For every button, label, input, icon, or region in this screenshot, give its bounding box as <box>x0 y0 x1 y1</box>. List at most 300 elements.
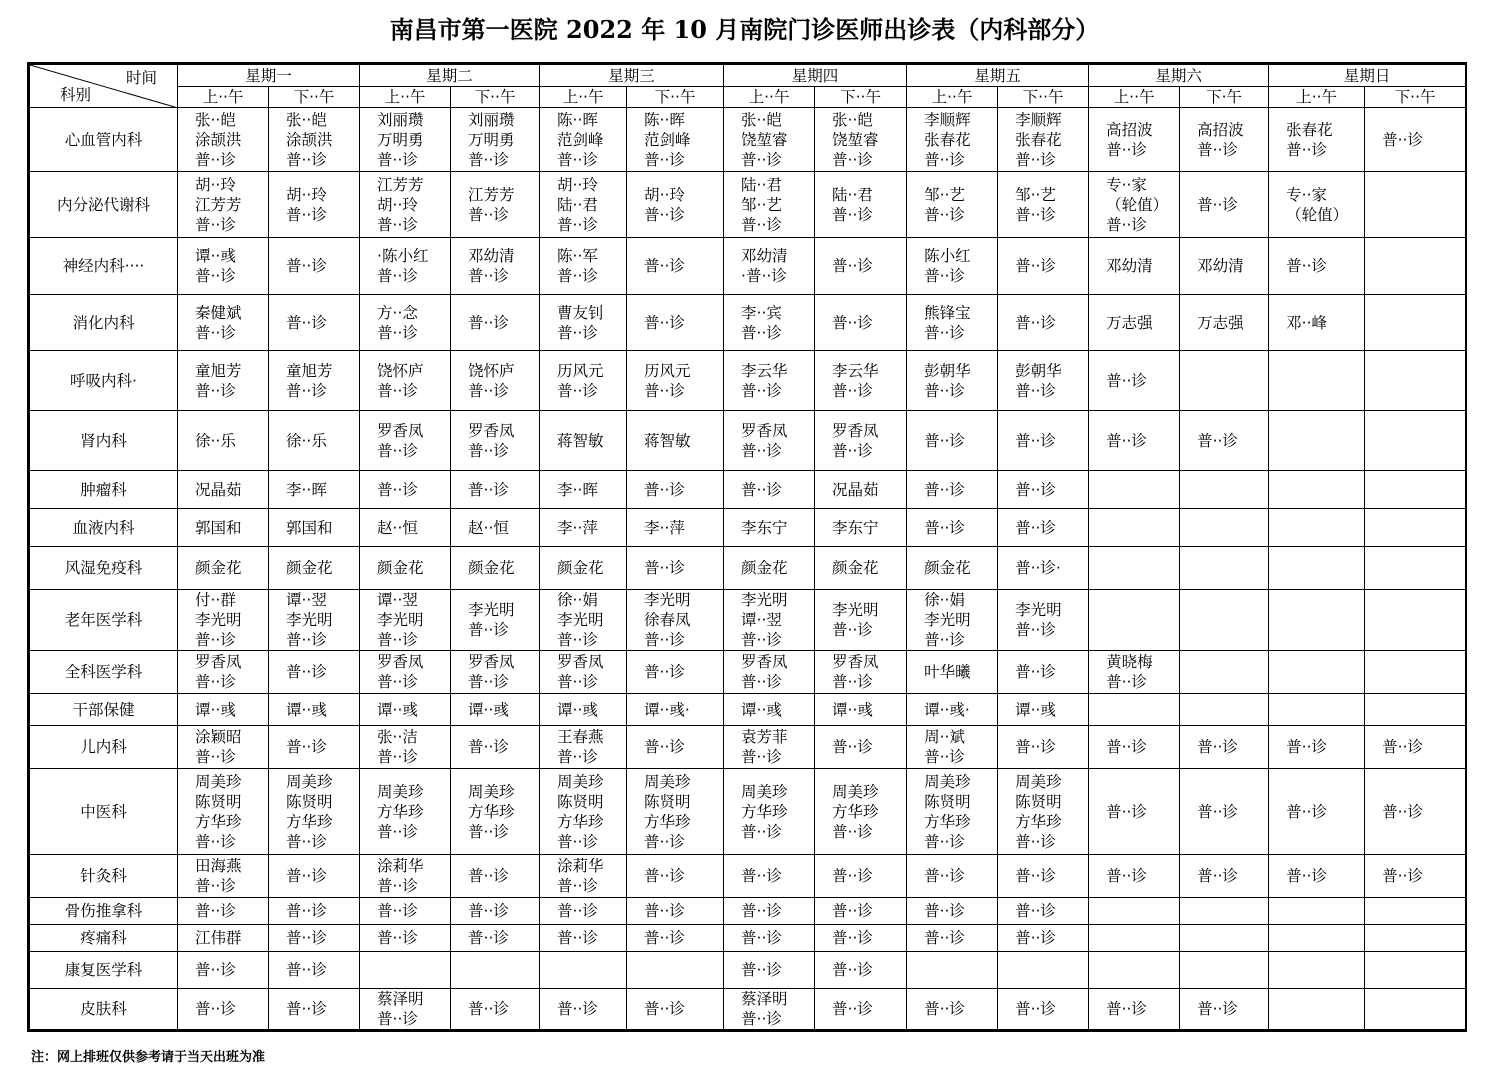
doctor-entry: 周··斌 <box>924 728 965 746</box>
doctor-entry: 谭··彧 <box>832 700 873 719</box>
time-label: 时间 <box>125 69 157 87</box>
schedule-cell <box>724 694 815 726</box>
doctor-entry: 李··晖 <box>286 480 327 499</box>
schedule-cell <box>724 989 815 1030</box>
doctor-entry: 陆··君 <box>741 175 782 194</box>
doctor-entry: 陈··军 <box>557 247 598 265</box>
doctor-entry: 普··诊 <box>377 877 418 895</box>
doctor-entry: 张··皑 <box>832 110 873 129</box>
doctor-entry: 徐··娟 <box>924 591 965 609</box>
doctor-entry: 普··诊 <box>195 877 236 895</box>
schedule-cell <box>451 855 540 898</box>
doctor-entry: 赵··恒 <box>468 518 509 537</box>
schedule-cell <box>540 989 627 1030</box>
schedule-cell <box>1180 898 1269 925</box>
table-row <box>30 952 1466 989</box>
table-row <box>30 295 1466 351</box>
table-row <box>30 509 1466 547</box>
schedule-cell <box>998 411 1089 471</box>
dept-name: 骨伤推拿科 <box>30 898 178 925</box>
schedule-cell <box>815 509 907 547</box>
schedule-cell <box>451 108 540 172</box>
doctor-entry: 普··诊 <box>1015 832 1056 851</box>
schedule-cell <box>907 411 998 471</box>
doctor-entry: 普··诊 <box>924 902 965 920</box>
doctor-entry: 邹··艺 <box>1015 185 1056 204</box>
dept-name: 肿瘤科 <box>30 471 178 509</box>
doctor-entry: 普··诊 <box>468 673 509 691</box>
schedule-cell <box>269 769 360 855</box>
schedule-cell <box>451 726 540 769</box>
schedule-cell <box>178 108 269 172</box>
schedule-cell <box>178 694 269 726</box>
doctor-entry: 普··诊 <box>1015 205 1056 224</box>
doctor-entry: 普··诊 <box>1197 195 1238 214</box>
doctor-entry: 普··诊 <box>557 929 598 947</box>
doctor-entry: 普··诊 <box>1197 431 1238 450</box>
doctor-entry: 李东宁 <box>741 518 788 537</box>
schedule-cell <box>1180 769 1269 855</box>
doctor-entry: 刘丽瓒 <box>377 110 424 129</box>
doctor-entry: 普··诊 <box>468 267 509 285</box>
schedule-cell <box>627 989 724 1030</box>
schedule-cell <box>178 590 269 651</box>
schedule-cell <box>1180 855 1269 898</box>
doctor-entry: 普··诊 <box>1015 663 1056 681</box>
half-day-header: 上··午 <box>178 87 269 108</box>
doctor-entry: 普··诊 <box>924 480 965 499</box>
schedule-cell <box>1365 590 1466 651</box>
doctor-entry: 付··群 <box>195 591 236 609</box>
schedule-cell <box>269 108 360 172</box>
schedule-cell <box>1089 238 1180 295</box>
schedule-cell <box>269 925 360 952</box>
schedule-cell <box>178 989 269 1030</box>
doctor-entry: 普··诊 <box>1015 518 1056 537</box>
schedule-cell <box>724 769 815 855</box>
doctor-entry: 普··诊 <box>468 738 509 756</box>
schedule-cell <box>1180 295 1269 351</box>
schedule-cell <box>627 411 724 471</box>
doctor-entry: 普··诊 <box>741 1010 782 1028</box>
schedule-cell <box>1180 238 1269 295</box>
doctor-entry: 普··诊 <box>1197 140 1238 159</box>
schedule-cell <box>1089 411 1180 471</box>
schedule-cell <box>907 726 998 769</box>
schedule-cell <box>451 989 540 1030</box>
doctor-entry: 普··诊 <box>1286 140 1327 159</box>
doctor-entry: 李··宾 <box>741 303 782 322</box>
doctor-entry: 田海燕 <box>195 857 242 875</box>
doctor-entry: 普··诊 <box>924 867 965 885</box>
doctor-entry: 罗香凤 <box>832 421 879 440</box>
doctor-entry: 李顺辉 <box>924 110 971 129</box>
doctor-entry: 普··诊 <box>557 215 598 234</box>
doctor-entry: 罗香凤 <box>195 653 242 671</box>
schedule-cell <box>360 238 451 295</box>
doctor-entry: 涂莉华 <box>377 857 424 875</box>
schedule-cell <box>269 238 360 295</box>
schedule-cell <box>269 295 360 351</box>
schedule-cell <box>907 108 998 172</box>
doctor-entry: 李光明 <box>644 591 691 609</box>
doctor-entry: 陈贤明 <box>557 792 604 811</box>
dept-name: 儿内科 <box>30 726 178 769</box>
doctor-entry: 涂颉洪 <box>195 130 242 149</box>
schedule-cell <box>1269 769 1365 855</box>
doctor-entry: 普··诊 <box>195 1000 236 1018</box>
schedule-cell <box>1269 855 1365 898</box>
schedule-cell <box>627 726 724 769</box>
doctor-entry: 李光明 <box>1015 601 1062 619</box>
doctor-entry: 陈贤明 <box>195 792 242 811</box>
doctor-entry: 普··诊 <box>1015 1000 1056 1018</box>
half-day-header: 上··午 <box>907 87 998 108</box>
schedule-cell <box>178 172 269 238</box>
schedule-cell <box>1269 351 1365 411</box>
day-header: 星期五 <box>907 65 1089 87</box>
schedule-cell <box>815 411 907 471</box>
doctor-entry: 颜金花 <box>468 559 515 577</box>
schedule-cell <box>724 855 815 898</box>
doctor-entry: ·普··诊 <box>741 267 787 285</box>
schedule-cell <box>1365 651 1466 694</box>
doctor-entry: 普··诊· <box>1015 559 1061 577</box>
doctor-entry: 普··诊 <box>286 663 327 681</box>
schedule-cell <box>1269 108 1365 172</box>
schedule-cell <box>907 769 998 855</box>
doctor-entry: 涂颉洪 <box>286 130 333 149</box>
schedule-body <box>30 108 1466 1030</box>
doctor-entry: 普··诊 <box>377 267 418 285</box>
doctor-entry: 普··诊 <box>195 748 236 766</box>
doctor-entry: 普··诊 <box>832 738 873 756</box>
doctor-entry: 周美珍 <box>1015 772 1062 791</box>
schedule-cell <box>1269 989 1365 1030</box>
schedule-cell <box>1180 547 1269 590</box>
schedule-cell <box>724 108 815 172</box>
dept-name: 干部保健 <box>30 694 178 726</box>
schedule-cell <box>724 547 815 590</box>
schedule-cell <box>360 726 451 769</box>
day-header-row <box>30 65 1466 87</box>
doctor-entry: 黄晓梅 <box>1106 653 1153 671</box>
doctor-entry: 普··诊 <box>1015 929 1056 947</box>
doctor-entry: 普··诊 <box>195 150 236 169</box>
schedule-cell <box>451 351 540 411</box>
schedule-cell <box>907 925 998 952</box>
doctor-entry: 普··诊 <box>1106 431 1147 450</box>
schedule-cell <box>724 651 815 694</box>
doctor-entry: 谭··彧 <box>286 700 327 719</box>
schedule-cell <box>1269 547 1365 590</box>
doctor-entry: 方··念 <box>377 303 418 322</box>
doctor-entry: 普··诊 <box>644 902 685 920</box>
doctor-entry: 普··诊 <box>832 313 873 332</box>
schedule-cell <box>627 651 724 694</box>
page-title: 南昌市第一医院 2022 年 10 月南院门诊医师出诊表（内科部分） <box>389 15 1100 44</box>
doctor-entry: 普··诊 <box>924 205 965 224</box>
schedule-cell <box>627 471 724 509</box>
doctor-entry: 普··诊 <box>644 663 685 681</box>
doctor-entry: 颜金花 <box>195 559 242 577</box>
schedule-cell <box>1180 351 1269 411</box>
doctor-entry: 周美珍 <box>557 772 604 791</box>
doctor-entry: 陆··君 <box>832 185 873 204</box>
schedule-cell <box>998 769 1089 855</box>
doctor-entry: 李··萍 <box>644 518 685 537</box>
doctor-entry: 普··诊 <box>377 150 418 169</box>
schedule-cell <box>540 726 627 769</box>
schedule-cell <box>540 898 627 925</box>
schedule-cell <box>815 295 907 351</box>
doctor-entry: 谭··翌 <box>377 591 418 609</box>
schedule-cell <box>1269 172 1365 238</box>
schedule-cell <box>627 855 724 898</box>
doctor-entry: 罗香凤 <box>468 653 515 671</box>
doctor-entry: 颜金花 <box>741 559 788 577</box>
doctor-entry: 李光明 <box>195 611 242 629</box>
doctor-entry: 高招波 <box>1106 120 1153 139</box>
doctor-entry: 普··诊 <box>832 867 873 885</box>
doctor-entry: 周美珍 <box>741 782 788 801</box>
doctor-entry: 普··诊 <box>644 631 685 649</box>
doctor-entry: 普··诊 <box>468 867 509 885</box>
doctor-entry: 赵··恒 <box>377 518 418 537</box>
doctor-entry: 普··诊 <box>195 902 236 920</box>
table-row <box>30 351 1466 411</box>
doctor-entry: 张春花 <box>924 130 971 149</box>
schedule-cell <box>178 952 269 989</box>
doctor-entry: 普··诊 <box>1106 140 1147 159</box>
schedule-cell <box>815 108 907 172</box>
schedule-cell <box>360 547 451 590</box>
doctor-entry: （轮值） <box>1106 195 1169 214</box>
doctor-entry: 普··诊 <box>1106 738 1147 756</box>
doctor-entry: 普··诊 <box>286 205 327 224</box>
doctor-entry: 普··诊 <box>286 738 327 756</box>
doctor-entry: 李··晖 <box>557 480 598 499</box>
schedule-cell <box>1089 509 1180 547</box>
doctor-entry: 谭··彧 <box>741 700 782 719</box>
schedule-cell <box>269 172 360 238</box>
schedule-cell <box>815 769 907 855</box>
doctor-entry: 普··诊 <box>832 381 873 400</box>
half-day-header-row <box>30 87 1466 108</box>
schedule-cell <box>451 590 540 651</box>
doctor-entry: 普··诊 <box>1286 257 1327 275</box>
schedule-cell <box>178 855 269 898</box>
doctor-entry: 普··诊 <box>557 748 598 766</box>
doctor-entry: 高招波 <box>1197 120 1244 139</box>
doctor-entry: 邹··艺 <box>741 195 782 214</box>
schedule-cell <box>540 590 627 651</box>
schedule-cell <box>1365 172 1466 238</box>
doctor-entry: 普··诊 <box>924 381 965 400</box>
doctor-entry: 普··诊 <box>377 215 418 234</box>
schedule-cell <box>451 509 540 547</box>
doctor-entry: 邓幼清 <box>468 247 515 265</box>
schedule-cell <box>627 952 724 989</box>
schedule-cell <box>1269 726 1365 769</box>
half-day-header: 上··午 <box>1269 87 1365 108</box>
schedule-cell <box>998 694 1089 726</box>
half-day-header: 下··午 <box>815 87 907 108</box>
schedule-cell <box>178 547 269 590</box>
dept-name: 肾内科 <box>30 411 178 471</box>
table-row <box>30 989 1466 1030</box>
doctor-entry: 童旭芳 <box>286 361 333 380</box>
schedule-cell <box>1089 855 1180 898</box>
doctor-entry: 普··诊 <box>1015 257 1056 275</box>
doctor-entry: 普··诊 <box>468 150 509 169</box>
schedule-cell <box>451 238 540 295</box>
schedule-cell <box>451 295 540 351</box>
doctor-entry: 普··诊 <box>1197 738 1238 756</box>
half-day-header: 下··午 <box>269 87 360 108</box>
doctor-entry: 普··诊 <box>195 381 236 400</box>
schedule-cell <box>1089 694 1180 726</box>
doctor-entry: 李光明 <box>832 601 879 619</box>
doctor-entry: 普··诊 <box>924 150 965 169</box>
dept-name: 呼吸内科· <box>30 351 178 411</box>
schedule-cell <box>451 411 540 471</box>
doctor-entry: 普··诊 <box>377 673 418 691</box>
doctor-entry: 陈贤明 <box>1015 792 1062 811</box>
doctor-entry: 普··诊 <box>741 323 782 342</box>
doctor-entry: 普··诊 <box>557 631 598 649</box>
schedule-cell <box>360 989 451 1030</box>
doctor-entry: 普··诊 <box>286 150 327 169</box>
doctor-entry: 普··诊 <box>468 929 509 947</box>
schedule-cell <box>815 925 907 952</box>
schedule-cell <box>1365 769 1466 855</box>
doctor-entry: 陆··君 <box>557 195 598 214</box>
schedule-cell <box>815 952 907 989</box>
doctor-entry: 普··诊 <box>468 313 509 332</box>
schedule-cell <box>269 471 360 509</box>
table-row <box>30 726 1466 769</box>
doctor-entry: 历风元 <box>557 361 604 380</box>
schedule-cell <box>178 509 269 547</box>
schedule-cell <box>1180 952 1269 989</box>
doctor-entry: 普··诊 <box>924 631 965 649</box>
schedule-cell <box>269 651 360 694</box>
schedule-cell <box>360 769 451 855</box>
doctor-entry: 普··诊 <box>557 832 598 851</box>
schedule-cell <box>540 769 627 855</box>
schedule-cell <box>178 925 269 952</box>
half-day-header: 下··午 <box>451 87 540 108</box>
dept-name: 皮肤科 <box>30 989 178 1030</box>
schedule-cell <box>907 898 998 925</box>
schedule-cell <box>815 989 907 1030</box>
schedule-cell <box>907 172 998 238</box>
schedule-cell <box>269 694 360 726</box>
doctor-entry: 胡··玲 <box>286 185 327 204</box>
schedule-cell <box>815 694 907 726</box>
doctor-entry: 张春花 <box>1286 120 1333 139</box>
schedule-cell <box>1365 295 1466 351</box>
doctor-entry: 罗香凤 <box>741 653 788 671</box>
doctor-entry: 普··诊 <box>644 480 685 499</box>
doctor-entry: 胡··玲 <box>377 195 418 214</box>
half-day-header: 下··午 <box>1365 87 1466 108</box>
doctor-entry: 普··诊 <box>1015 313 1056 332</box>
schedule-cell <box>627 590 724 651</box>
schedule-cell <box>269 351 360 411</box>
doctor-entry: 方华珍 <box>195 812 242 831</box>
schedule-cell <box>540 172 627 238</box>
schedule-cell <box>360 295 451 351</box>
schedule-cell <box>998 172 1089 238</box>
doctor-entry: 谭··彧 <box>377 700 418 719</box>
schedule-cell <box>1089 471 1180 509</box>
schedule-cell <box>907 471 998 509</box>
doctor-entry: 万志强 <box>1197 313 1244 332</box>
schedule-cell <box>540 471 627 509</box>
schedule-cell <box>540 108 627 172</box>
doctor-entry: 普··诊 <box>286 929 327 947</box>
schedule-cell <box>451 651 540 694</box>
schedule-cell <box>178 238 269 295</box>
day-header: 星期四 <box>724 65 907 87</box>
doctor-entry: 普··诊 <box>644 929 685 947</box>
doctor-entry: 普··诊 <box>468 480 509 499</box>
doctor-entry: 普··诊 <box>1382 802 1423 821</box>
doctor-entry: 方华珍 <box>468 802 515 821</box>
doctor-entry: 李光明 <box>468 601 515 619</box>
schedule-cell <box>998 108 1089 172</box>
schedule-cell <box>1365 989 1466 1030</box>
doctor-entry: 徐春凤 <box>644 611 691 629</box>
doctor-entry: 张··皑 <box>741 110 782 129</box>
schedule-cell <box>1089 898 1180 925</box>
schedule-cell <box>1269 590 1365 651</box>
doctor-entry: 普··诊 <box>741 215 782 234</box>
doctor-entry: 罗香凤 <box>557 653 604 671</box>
schedule-cell <box>907 590 998 651</box>
schedule-cell <box>1180 651 1269 694</box>
schedule-cell <box>907 651 998 694</box>
schedule-cell <box>1365 898 1466 925</box>
doctor-entry: 普··诊 <box>644 150 685 169</box>
schedule-cell <box>360 651 451 694</box>
doctor-entry: 普··诊 <box>644 257 685 275</box>
schedule-cell <box>360 108 451 172</box>
doctor-entry: 普··诊 <box>741 150 782 169</box>
doctor-entry: 普··诊 <box>832 929 873 947</box>
doctor-entry: 方华珍 <box>644 812 691 831</box>
doctor-entry: 普··诊 <box>832 961 873 979</box>
doctor-entry: 万明勇 <box>468 130 515 149</box>
doctor-entry: 普··诊 <box>468 381 509 400</box>
doctor-entry: 普··诊 <box>286 313 327 332</box>
schedule-cell <box>1269 509 1365 547</box>
doctor-entry: 胡··玲 <box>557 175 598 194</box>
doctor-entry: 李光明 <box>924 611 971 629</box>
schedule-cell <box>815 471 907 509</box>
doctor-entry: 普··诊 <box>1197 1000 1238 1018</box>
schedule-cell <box>1089 769 1180 855</box>
schedule-cell <box>269 989 360 1030</box>
doctor-entry: 王春燕 <box>557 728 604 746</box>
doctor-entry: 普··诊 <box>832 1000 873 1018</box>
doctor-entry: 普··诊 <box>1197 867 1238 885</box>
doctor-entry: 普··诊 <box>557 673 598 691</box>
doctor-entry: 颜金花 <box>286 559 333 577</box>
doctor-entry: 普··诊 <box>557 1000 598 1018</box>
